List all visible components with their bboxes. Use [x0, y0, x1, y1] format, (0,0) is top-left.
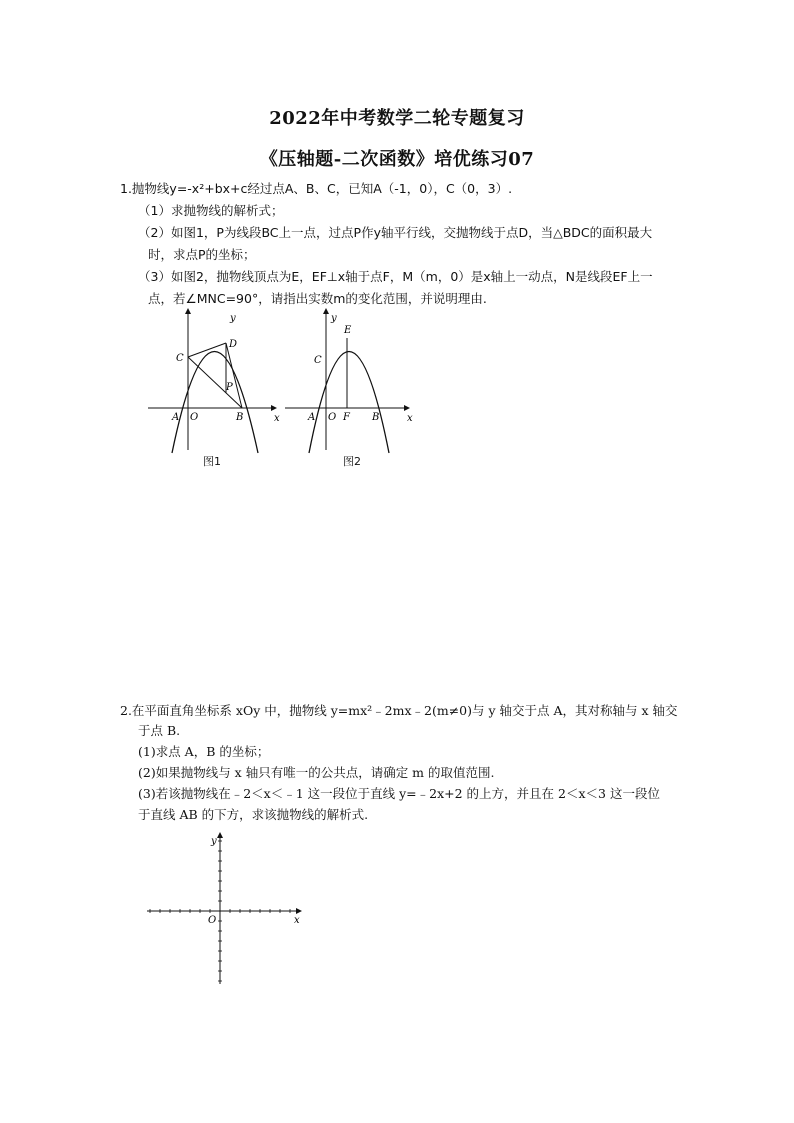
q2-coordinate-grid: [145, 830, 310, 988]
title-line-1: 2022年中考数学二轮专题复习: [269, 108, 525, 129]
fig1-label-d: D: [229, 339, 238, 350]
q1-part1: （1）求抛物线的解析式；: [138, 203, 284, 218]
fig2-parabola: [309, 352, 389, 454]
q1-part2-line2: 时，求点P的坐标；: [148, 247, 256, 262]
fig2-label-y: y: [331, 313, 337, 324]
fig2-label-c: C: [314, 355, 322, 366]
q1-part3-line1: （3）如图2，抛物线顶点为E，EF⊥x轴于点F，M（m，0）是x轴上一动点，N是线段EF上一: [138, 269, 653, 284]
title-line-2: 《压轴题-二次函数》培优练习07: [259, 149, 535, 170]
q2-part3-line1: (3)若该抛物线在﹣2＜x＜﹣1 这一段位于直线 y=﹣2x+2 的上方，并且在 2＜x＜3 这一段位: [138, 786, 660, 801]
q2-stem-line2: 于点 B.: [138, 723, 181, 738]
fig1-segment-db: [226, 343, 242, 408]
q2-part2: (2)如果抛物线与 x 轴只有唯一的公共点，请确定 m 的取值范围.: [138, 765, 495, 780]
q2-label-o: O: [208, 915, 217, 926]
fig2-label-x: x: [407, 413, 413, 424]
fig1-caption: 图1: [203, 455, 221, 468]
q2-label-y: y: [211, 836, 217, 847]
q2-part3-line2: 于直线 AB 的下方，求该抛物线的解析式.: [138, 807, 369, 822]
q1-part3-line2: 点，若∠MNC=90°，请指出实数m的变化范围，并说明理由.: [148, 291, 487, 306]
q1-part2-line1: （2）如图1，P为线段BC上一点，过点P作y轴平行线，交抛物线于点D，当△BDC的面积最大: [138, 225, 653, 240]
fig1-label-b: B: [236, 412, 244, 423]
fig1-label-p: P: [226, 382, 233, 393]
fig1-label-y: y: [230, 313, 236, 324]
q2-stem-line1: 2.在平面直角坐标系 xOy 中，抛物线 y=mx²﹣2mx﹣2(m≠0)与 y 轴交于点 A，其对称轴与 x 轴交: [120, 703, 678, 718]
fig2-label-b: B: [372, 412, 380, 423]
q2-label-x: x: [294, 915, 300, 926]
fig1-label-o: O: [190, 412, 199, 423]
fig1-label-c: C: [176, 353, 184, 364]
fig2-label-e: E: [344, 325, 352, 336]
fig2-label-a: A: [308, 412, 316, 423]
fig2-label-o: O: [328, 412, 337, 423]
fig1-label-x: x: [274, 413, 280, 424]
fig2-label-f: F: [343, 412, 350, 423]
q2-part1: (1)求点 A，B 的坐标；: [138, 744, 270, 759]
figure-2: [285, 305, 415, 455]
fig2-caption: 图2: [343, 455, 361, 468]
fig1-parabola: [172, 352, 258, 454]
figure-1: [148, 305, 283, 455]
fig1-segment-cb: [188, 357, 242, 408]
q1-stem: 1.抛物线y=-x²+bx+c经过点A、B、C，已知A（-1，0），C（0，3）.: [120, 181, 513, 196]
fig1-label-a: A: [172, 412, 180, 423]
